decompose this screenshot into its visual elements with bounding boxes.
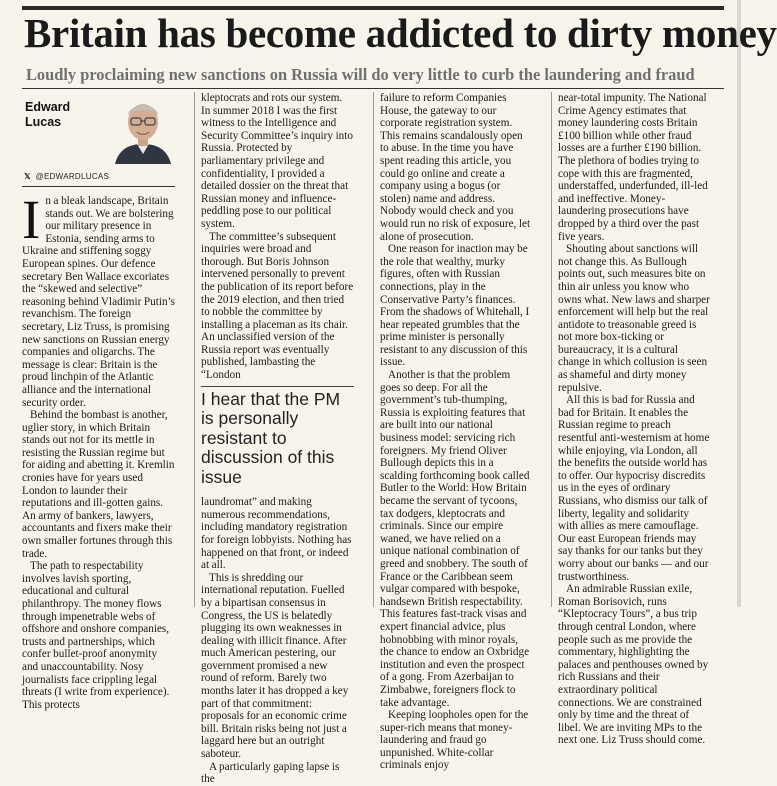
paragraph: laundromat” and making numerous recommendations, including mandatory registration for foreign lobbyists. Nothing has happened on that front, or indeed at all. bbox=[201, 496, 352, 572]
byline bbox=[22, 92, 175, 164]
paragraph: n a bleak landscape, Britain stands out. We are bolstering our military presence in Estonia, sending arms to Ukraine and stiffening soggy European spines. Our defence secretary Ben Wallace excoriates the “skewed and selective” reasoning behind Vladimir Putin’s revanchism. The foreign secretary, Liz Truss, is promising new sanctions on Russian energy companies and oligarchs. The message is clear: Britain is the proud linchpin of the Atlantic alliance and the international security order. bbox=[22, 195, 176, 409]
paragraph: A particularly gaping lapse is the bbox=[201, 760, 340, 786]
paragraph: One reason for inaction may be the role that wealthy, murky figures, often with Russian connections, play in the Conservative Party’s finances. From the shadows of Whitehall, I hear repeated grumbles that the prime minister is personally resistant to any discussion of this issue. bbox=[380, 243, 530, 369]
author-portrait bbox=[111, 92, 175, 164]
pullquote-rule bbox=[201, 386, 354, 387]
adjacent-page-edge bbox=[737, 0, 741, 607]
standfirst: Loudly proclaiming new sanctions on Russia will do very little to curb the laundering and fraud bbox=[26, 65, 695, 84]
author-first-name: Edward bbox=[25, 100, 71, 114]
column-separator bbox=[551, 92, 552, 607]
paragraph: near-total impunity. The National Crime Agency estimates that money laundering costs Britain £100 billion while other fraud losses are a further £190 billion. The plethora of bodies trying to cope with this are fragmented, understaffed, underfunded, ill-led and ineffective. Money-laundering prosecutions have dropped by a third over the past five years. bbox=[558, 92, 708, 243]
header-rule bbox=[22, 88, 724, 89]
column-4 bbox=[558, 92, 711, 747]
column-separator bbox=[194, 92, 195, 607]
paragraph: All this is bad for Russia and bad for Britain. It enables the Russian regime to preach resentful anti-westernism at home while enjoying, via London, all the benefits the outside world has to offer. Our hypocrisy discredits us in the eyes of ordinary Russians, who dismiss our talk of liberty, legality and solidarity with allies as mere camouflage. Our east European friends may say thanks for our tanks but they worry about our banks — and our trustworthiness. bbox=[558, 394, 710, 583]
paragraph: The path to respectability involves lavish sporting, educational and cultural philanthropy. The money flows through impenetrable webs of offshore and onshore companies, trusts and partnerships, which confer bullet-proof anonymity and unaccountability. Nosy journalists face crippling legal threats (I write from experience). This protects bbox=[22, 560, 170, 711]
author-name bbox=[25, 100, 105, 130]
paragraph: This is shredding our international reputation. Fuelled by a bipartisan consensus in Congress, the US is belatedly plugging its own weaknesses in dealing with illicit finance. After much American pestering, our government promised a new round of reform. Barely two months later it has dropped a key part of that commitment: proposals for an economic crime bill. Britain risks being not just a laggard here but an outright saboteur. bbox=[201, 571, 349, 761]
author-last-name: Lucas bbox=[25, 115, 62, 129]
paragraph: Keeping loopholes open for the super-rich means that money-laundering and fraud go unpunished. White-collar criminals enjoy bbox=[380, 709, 529, 772]
byline-rule bbox=[22, 186, 175, 187]
headline: Britain has become addicted to dirty money bbox=[24, 10, 777, 56]
handle-text: @EDWARDLUCAS bbox=[35, 172, 110, 181]
paragraph: The committee’s subsequent inquiries were broad and thorough. But Boris Johnson intervened personally to prevent the publication of its report before the 2019 election, and then tried to nobble the committee by installing a placeman as its chair. An unclassified version of the Russia report was eventually published, lambasting the “London bbox=[201, 230, 354, 382]
pullquote: I hear that the PM is personally resistant to discussion of this issue bbox=[201, 388, 341, 487]
paragraph: An admirable Russian exile, Roman Borisovich, runs “Kleptocracy Tours”, a bus trip through central London, where people such as me provide the commentary, highlighting the palaces and penthouses owned by rich Russians and their extraordinary political connections. We are constrained only by time and the threat of libel. We are inviting MPs to the next one. Liz Truss should come. bbox=[558, 583, 709, 747]
paragraph: Another is that the problem goes so deep. For all the government’s tub-thumping, Russia is exploiting features that are built into our national business model: servicing rich foreigners. My friend Oliver Bullough depicts this in a scalding forthcoming book called Butler to the World: How Britain became the servant of tycoons, tax dodgers, kleptocrats and criminals. Since our empire waned, we have relied on a unique national combination of greed and snobbery. The south of France or the Caribbean seem vulgar compared with bespoke, handsewn British respectability. This features fast-track visas and expert financial advice, plus hobnobbing with minor royals, the chance to endow an Oxbridge institution and even the prospect of a gong. From Azerbaijan to Zimbabwe, foreigners flock to take advantage. bbox=[380, 369, 530, 709]
twitter-handle bbox=[22, 172, 175, 186]
dropcap: I bbox=[22, 189, 41, 250]
paragraph: Behind the bombast is another, uglier story, in which Britain stands out not for its mettle in resisting the Russian regime but for aiding and abetting it. Kremlin cronies have for years used London to launder their reputations and ill-gotten gains. An army of bankers, lawyers, accountants and fixers make their own smaller fortunes through this trade. bbox=[22, 409, 175, 560]
column-2 bbox=[201, 92, 354, 786]
column-1 bbox=[22, 92, 176, 711]
paragraph: Shouting about sanctions will not change this. As Bullough points out, such measures bite on thin air unless you know who owns what. New laws and sharper enforcement will help but the real antidote to treasonable greed is not more box-ticking or bureaucracy, it is a cultural change in which collusion is seen as shameful and dirty money repulsive. bbox=[558, 243, 710, 394]
paragraph: failure to reform Companies House, the gateway to our corporate registration system. This remains scandalously open to abuse. In the time you have spent reading this article, you could go online and create a company using a bogus (or stolen) name and address. Nobody would check and you would run no risk of exposure, let alone of prosecution. bbox=[380, 92, 531, 243]
x-icon: 𝕏 bbox=[24, 172, 31, 181]
column-separator bbox=[373, 92, 374, 607]
paragraph: kleptocrats and rots our system. In summer 2018 I was the first witness to the Intelligence and Security Committee’s inquiry into Russia. Protected by parliamentary privilege and confidentiality, I provided a detailed dossier on the threat that Russian money and influence-peddling pose to our political system. bbox=[201, 92, 353, 230]
column-3 bbox=[380, 92, 533, 772]
